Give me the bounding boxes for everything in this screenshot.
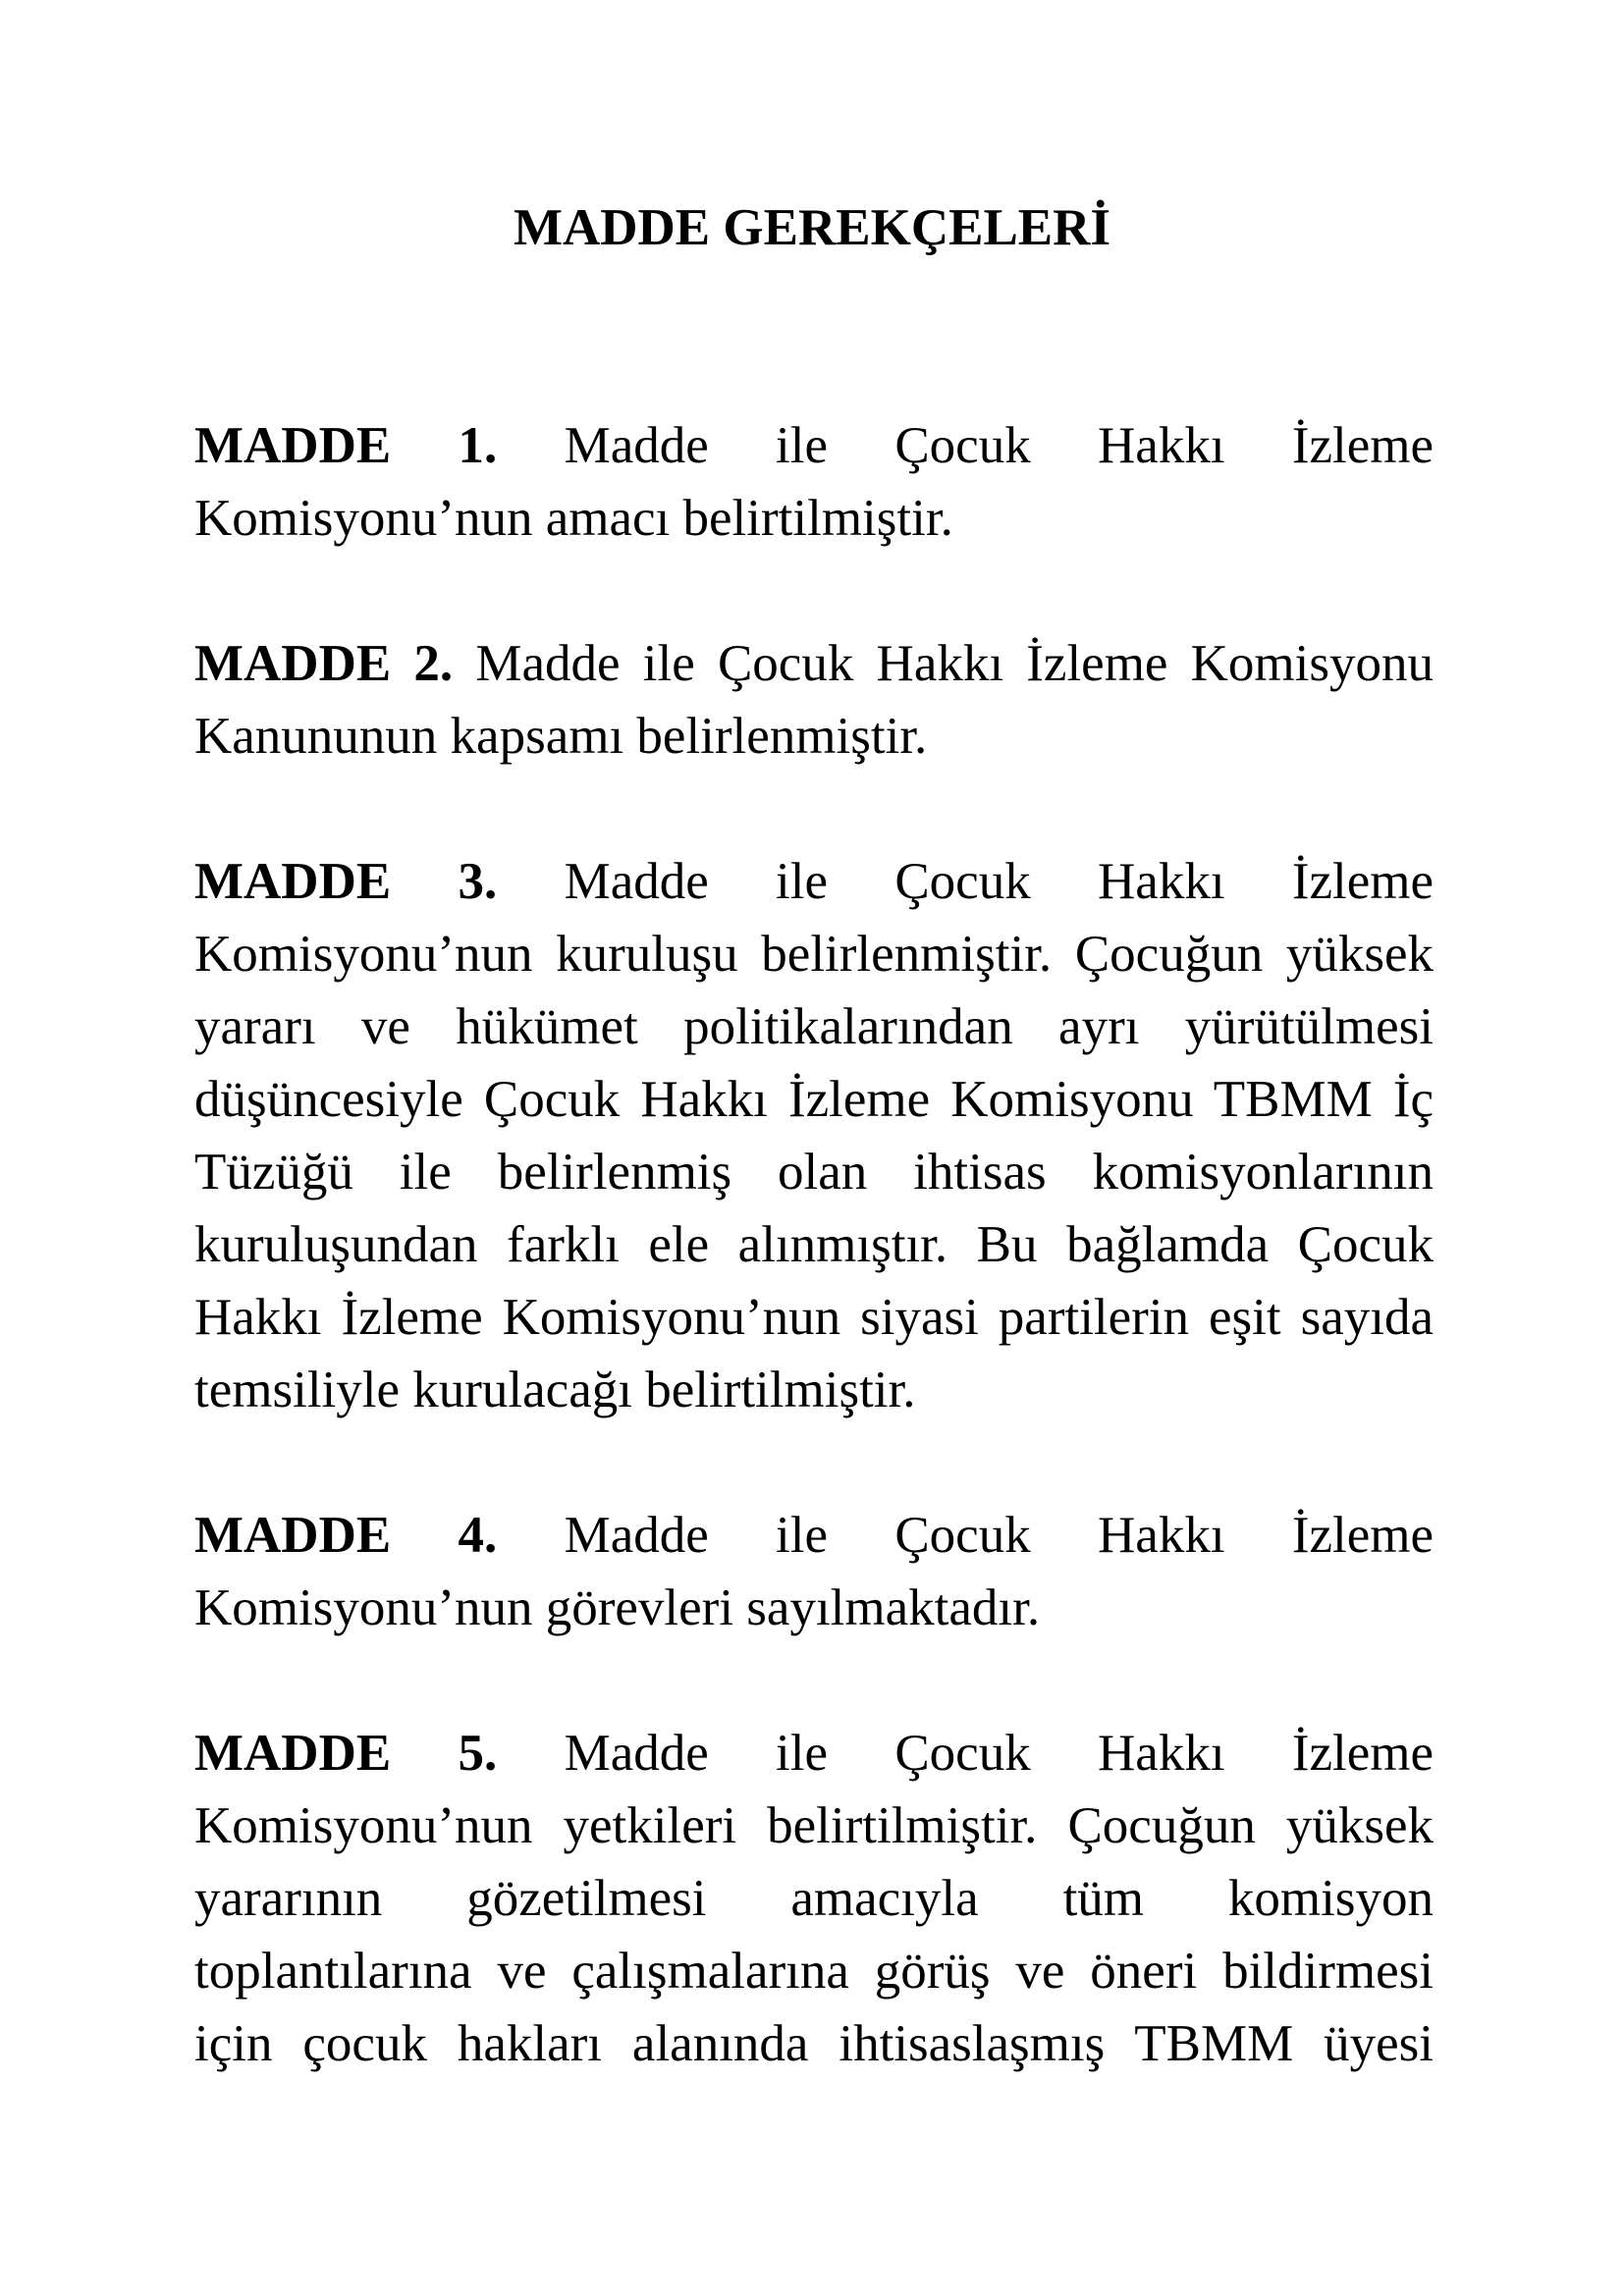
article-3 bbox=[194, 845, 1434, 1426]
article-5 bbox=[194, 1717, 1434, 2080]
article-2-label: MADDE 2. bbox=[194, 635, 454, 692]
article-2-text: Madde ile Çocuk Hakkı İzleme Komisyonu Kanununun kapsamı belirlenmiştir. bbox=[194, 635, 1435, 765]
article-4-label: MADDE 4. bbox=[194, 1507, 498, 1564]
document-title: MADDE GEREKÇELERİ bbox=[513, 199, 1111, 256]
article-2 bbox=[194, 627, 1434, 773]
article-1-text: Madde ile Çocuk Hakkı İzleme Komisyonu’nun amacı belirtilmiştir. bbox=[194, 417, 1435, 547]
article-1-label: MADDE 1. bbox=[194, 417, 498, 474]
article-3-label: MADDE 3. bbox=[194, 853, 498, 910]
article-5-label: MADDE 5. bbox=[194, 1725, 498, 1782]
article-5-text: Madde ile Çocuk Hakkı İzleme Komisyonu’nun yetkileri belirtilmiştir. Çocuğun yüksek yararının gözetilmesi amacıyla tüm komisyon toplantılarına ve çalışmalarına görüş ve öneri bildirmesi için çocuk hakları alanında ihtisaslaşmış TBMM üyesi bbox=[194, 1725, 1435, 2072]
article-4 bbox=[194, 1499, 1434, 1644]
article-1 bbox=[194, 409, 1434, 555]
article-3-text: Madde ile Çocuk Hakkı İzleme Komisyonu’nun kuruluşu belirlenmiştir. Çocuğun yüksek yararı ve hükümet politikalarından ayrı yürütülmesi düşüncesiyle Çocuk Hakkı İzleme Komisyonu TBMM İç Tüzüğü ile belirlenmiş olan ihtisas komisyonlarının kuruluşundan farklı ele alınmıştır. Bu bağlamda Çocuk Hakkı İzleme Komisyonu’nun siyasi partilerin eşit sayıda temsiliyle kurulacağı belirtilmiştir. bbox=[194, 853, 1435, 1418]
article-4-text: Madde ile Çocuk Hakkı İzleme Komisyonu’nun görevleri sayılmaktadır. bbox=[194, 1507, 1435, 1636]
document-body bbox=[194, 409, 1434, 2153]
